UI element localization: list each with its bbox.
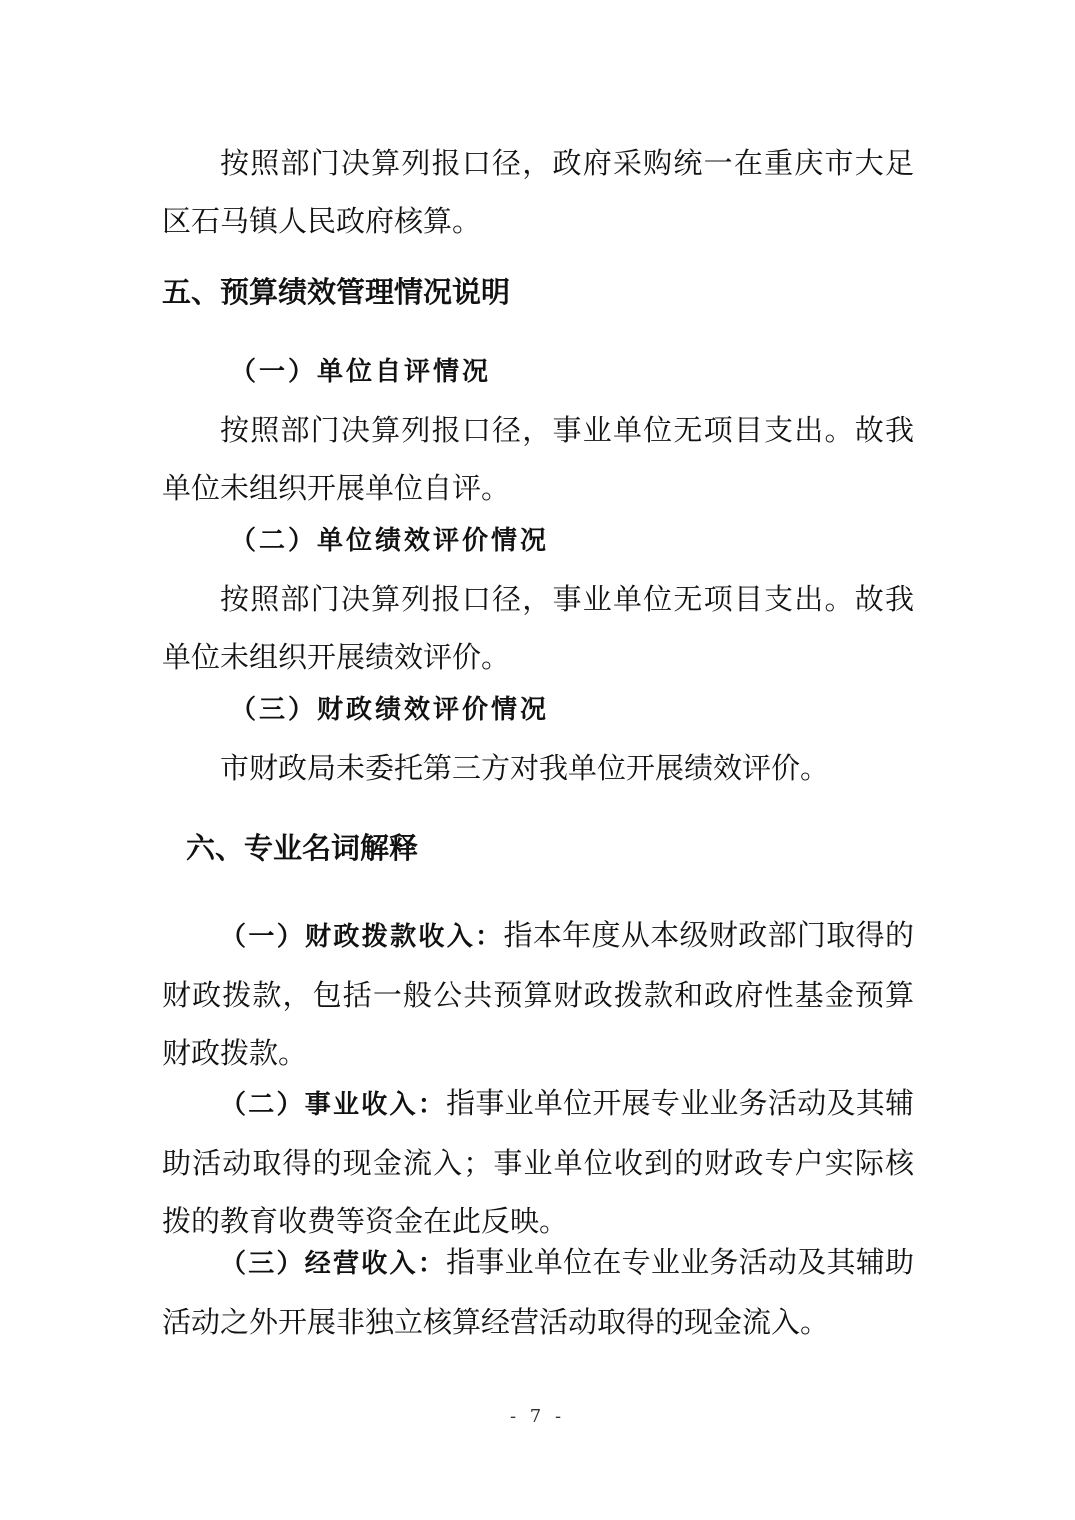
term-fiscal-appropriation	[162, 906, 914, 1082]
paragraph-fiscal-performance: 市财政局未委托第三方对我单位开展绩效评价。	[220, 751, 830, 785]
paragraph-procurement: 按照部门决算列报口径，政府采购统一在重庆市大足区石马镇人民政府核算。	[162, 146, 914, 238]
term-label: （一）财政拨款收入：	[220, 922, 504, 952]
section-heading-terms: 六、专业名词解释	[186, 831, 419, 865]
term-label: （三）经营收入：	[220, 1249, 447, 1279]
paragraph-unit-performance: 按照部门决算列报口径，事业单位无项目支出。故我单位未组织开展绩效评价。	[162, 582, 914, 674]
term-label: （二）事业收入：	[220, 1090, 447, 1120]
subheading-unit-performance: （二）单位绩效评价情况	[230, 526, 550, 556]
subheading-self-evaluation: （一）单位自评情况	[230, 357, 492, 387]
paragraph-self-evaluation: 按照部门决算列报口径，事业单位无项目支出。故我单位未组织开展单位自评。	[162, 413, 914, 505]
page-number: - 7 -	[509, 1406, 566, 1427]
subheading-fiscal-performance: （三）财政绩效评价情况	[230, 695, 550, 725]
term-text: 指事业单位在专业业务活动及其辅助活动之外开展非独立核算经营活动取得的现金流入。	[162, 1245, 914, 1339]
term-text: 指本年度从本级财政部门取得的财政拨款，包括一般公共预算财政拨款和政府性基金预算财政拨款。	[162, 918, 914, 1070]
term-text: 指事业单位开展专业业务活动及其辅助活动取得的现金流入；事业单位收到的财政专户实际核拨的教育收费等资金在此反映。	[162, 1086, 914, 1238]
term-operating-income	[162, 1233, 914, 1351]
term-business-income	[162, 1074, 914, 1250]
section-heading-performance: 五、预算绩效管理情况说明	[162, 275, 511, 309]
